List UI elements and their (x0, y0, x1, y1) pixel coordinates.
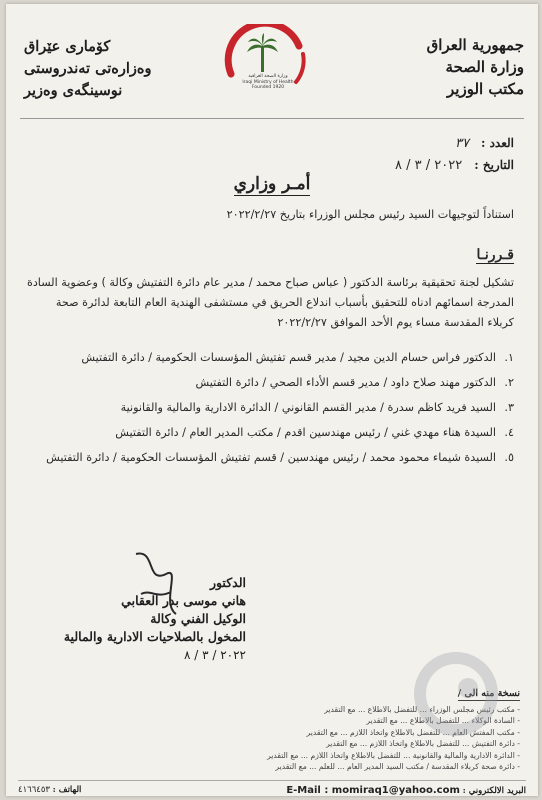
header-kurdish-line-country: كۆماری عێراق (24, 38, 111, 55)
copy-to-title: نسخة منه الى / (457, 688, 520, 699)
document-page (6, 4, 538, 796)
document-number-label: العدد : (480, 136, 514, 150)
committee-members-list (26, 351, 514, 465)
header-kurdish-line-office: نوسینگەی وەزیر (24, 82, 123, 99)
header-kurdish-line-ministry: وەزارەتی تەندروستی (24, 60, 152, 77)
logo-caption: وزارة الصحة العراقية Iraqi Ministry of Health Founded 1920 (242, 74, 294, 90)
footer-phone-group (18, 785, 81, 795)
document-footer (18, 780, 526, 796)
signature-date: ٢٠٢٢ / ٣ / ٨ (183, 648, 246, 662)
header-divider (20, 118, 524, 119)
document-date-value: ٢٠٢٢ / ٣ / ٨ (395, 157, 463, 173)
document-date-label: التاريخ : (474, 158, 514, 172)
list-item: - دائرة صحة كربلاء المقدسة / مكتب السيد المدير العام ... للعلم ... مع التقدير (275, 762, 520, 771)
list-item: - دائرة التفتيش ... للتفضل بالاطلاع واتخاذ اللازم ... مع التقدير (326, 739, 520, 748)
document-number-row (334, 132, 514, 154)
footer-phone: ٤١٦٦٤٥٣ (18, 785, 50, 795)
watermark-logo-icon (406, 644, 506, 754)
header-line-ministry: وزارة الصحة (445, 58, 524, 76)
list-item: ٢.الدكتور مهند صلاح داود / مدير قسم الأداء الصحي / دائرة التفتيش (195, 376, 514, 389)
list-item: ١.الدكتور فراس حسام الدين مجيد / مدير قسم تفتيش المؤسسات الحكومية / دائرة التفتيش (81, 351, 514, 364)
list-item: ٤.السيدة هناء مهدي غني / رئيس مهندسين اقدم / مكتب المدير العام / دائرة التفتيش (115, 426, 514, 439)
list-item: - مكتب رئيس مجلس الوزراء ... للتفضل بالاطلاع ... مع التقدير (324, 704, 520, 714)
list-item: - الدائرة الادارية والمالية والقانونية ... للتفضل بالاطلاع واتخاذ اللازم ... مع التقدير (267, 750, 520, 760)
signature-block (36, 574, 246, 664)
list-item: - مكتب المفتش العام ... للتفضل بالاطلاع واتخاذ اللازم ... مع التقدير (306, 727, 520, 737)
order-preamble: استناداً لتوجيهات السيد رئيس مجلس الوزراء بتاريخ ٢٠٢٢/٢/٢٧ (226, 208, 514, 221)
ministry-header-kurdish (24, 36, 194, 102)
footer-email-label: البريد الالكتروني : (462, 785, 526, 796)
header-line-country: جمهورية العراق (426, 36, 524, 54)
signature-authority: المخول بالصلاحيات الادارية والمالية (63, 629, 246, 644)
list-item: - السادة الوكلاء ... للتفضل بالاطلاع ... مع التقدير (366, 716, 520, 725)
signature-position: الوكيل الفني وكالة (150, 611, 246, 626)
footer-phone-label: الهاتف : (52, 785, 82, 795)
order-decided-heading: قـررنـا (476, 247, 514, 263)
order-title: أمـر وزاري (233, 174, 311, 194)
document-date-row (334, 154, 514, 176)
footer-email-group (286, 785, 526, 796)
ministry-header-arabic (394, 34, 524, 100)
header-line-office: مكتب الوزير (447, 80, 524, 98)
ministry-logo-icon (211, 24, 316, 106)
list-item: ٣.السيد فريد كاظم سدرة / مدير القسم القانوني / الدائرة الادارية والمالية والقانونية (120, 401, 514, 414)
document-meta (334, 132, 514, 176)
footer-email: E-Mail : momiraq1@yahoo.com (286, 784, 460, 796)
order-body (26, 208, 514, 476)
order-paragraph: تشكيل لجنة تحقيقية برئاسة الدكتور ( عباس صباح محمد / مدير عام دائرة التفتيش وكالة ) وعضوية السادة المدرجة اسمائهم ادناه للتحقيق بأسباب اندلاع الحريق في مستشفى الهندية العام التابعة لدائرة صحة كربلاء المقدسة مساء يوم الأحد الموافق ٢٠٢٢/٢/٢٧ (26, 276, 514, 329)
signature-name: هاني موسى بدر العقابي (121, 593, 246, 608)
list-item: ٥.السيدة شيماء محمود محمد / رئيس مهندسين / قسم تفتيش المؤسسات الحكومية / دائرة التفتيش (46, 451, 514, 464)
document-number-value: ٣٧ (455, 135, 469, 151)
signature-title: الدكتور (209, 575, 246, 590)
